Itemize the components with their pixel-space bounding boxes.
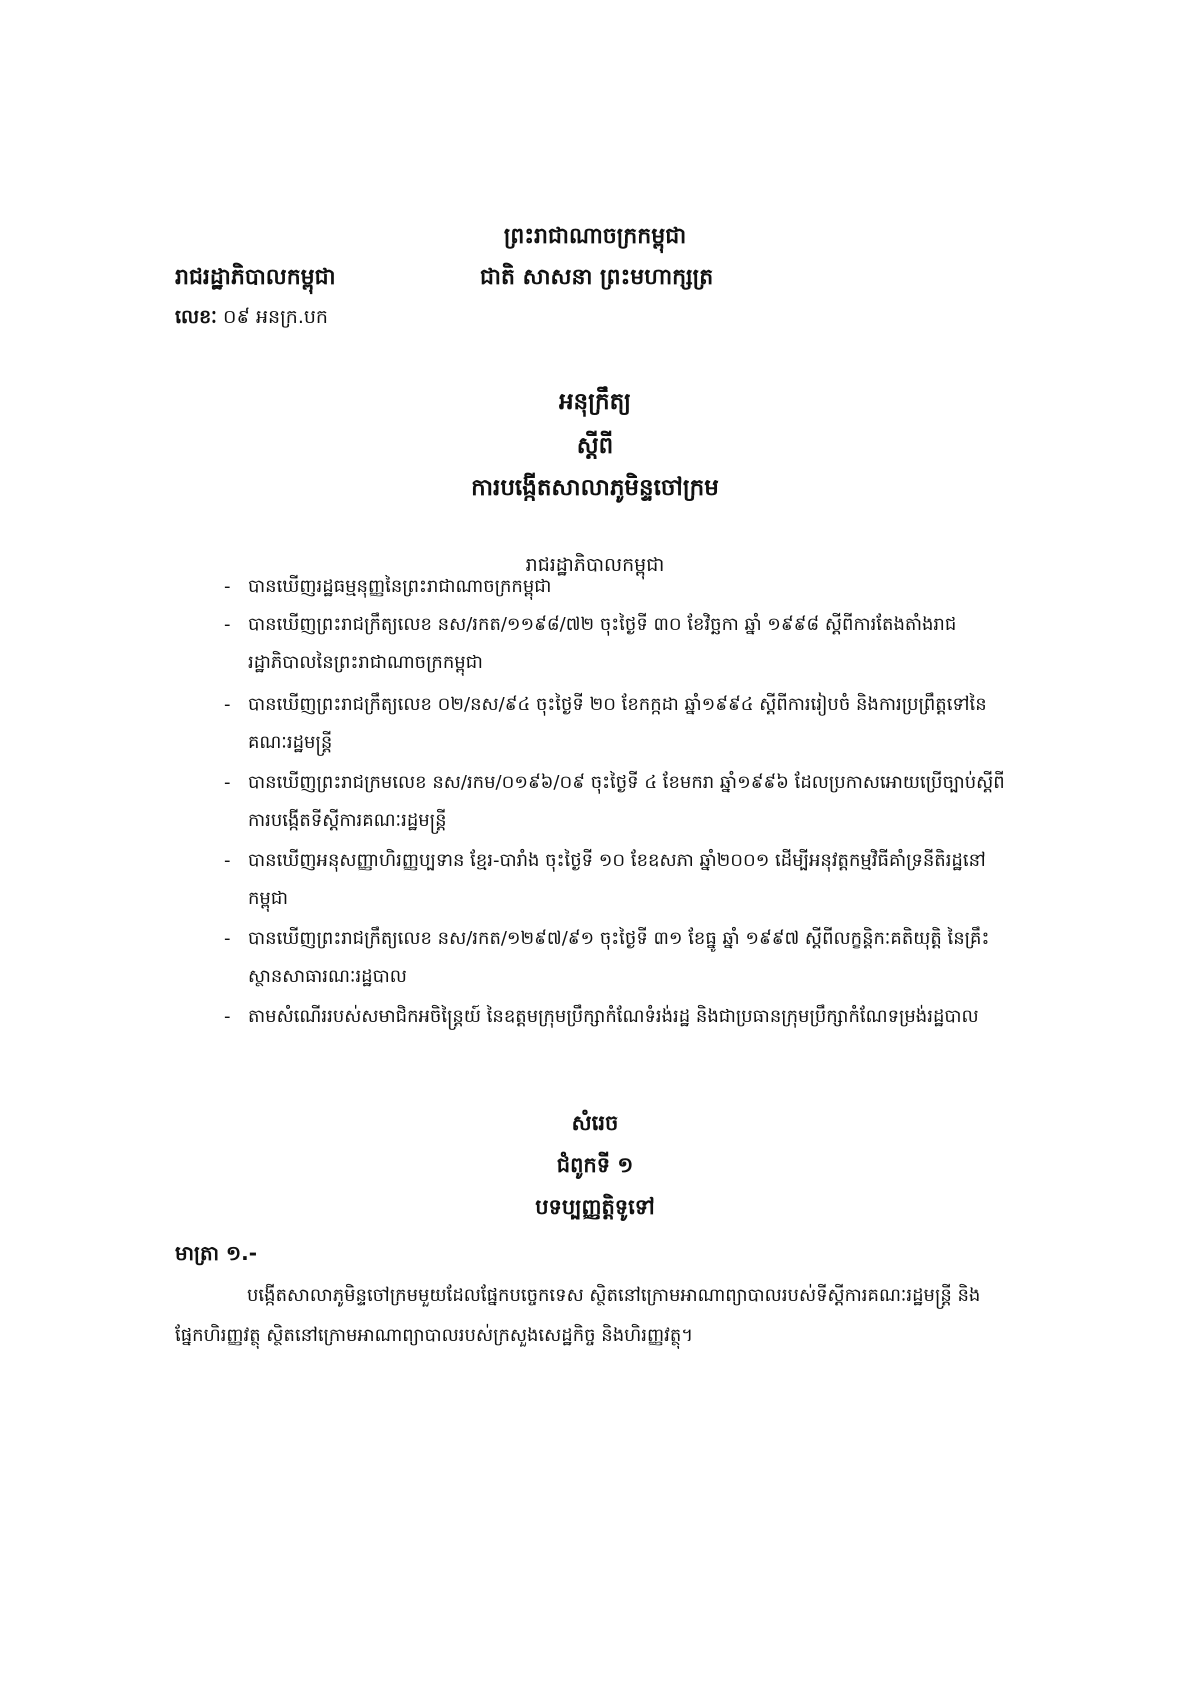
document-title: ការបង្កើតសាលាភូមិន្ទចៅក្រម (471, 475, 719, 501)
bullet-dash: - (224, 850, 231, 871)
preamble-text: តាមសំណើររបស់សមាជិកអចិន្ត្រៃយ៍ នៃឧត្តមក្រុមប្រឹក្សាកំណែទំរង់រដ្ឋ និងជាប្រធានក្រុមប្រឹក្សាកំណែទម្រង់រដ្ឋបាល (248, 1006, 979, 1027)
chapter-title: បទប្បញ្ញត្តិទូទៅ (535, 1195, 655, 1219)
bullet-dash: - (224, 614, 231, 635)
preamble-item (224, 764, 1008, 840)
preamble-item (224, 568, 1008, 606)
title-about: ស្តីពី (576, 433, 614, 459)
bullet-dash: - (224, 772, 231, 793)
bullet-dash: - (224, 694, 231, 715)
preamble-text: បានឃើញរដ្ឋធម្មនុញ្ញនៃព្រះរាជាណាចក្រកម្ពុជា (248, 576, 552, 597)
national-motto: ជាតិ សាសនា ព្រះមហាក្សត្រ (480, 265, 714, 290)
preamble-item (224, 606, 1008, 682)
chapter-number: ជំពូកទី ១ (556, 1153, 634, 1177)
article-text: បង្កើតសាលាភូមិន្ទចៅក្រមមួយដែលផ្នែកបច្ចេកទេស ស្ថិតនៅក្រោមអាណាព្យាបាលរបស់ទីស្តីការគណៈរដ្ឋមន្ត្រី និងផ្នែកហិរញ្ញវត្ថុ ស្ថិតនៅក្រោមអាណាព្យាបាលរបស់ក្រសួងសេដ្ឋកិច្ច និងហិរញ្ញវត្ថុ។ (175, 1285, 981, 1346)
preamble-item (224, 842, 1008, 918)
bullet-dash: - (224, 1006, 231, 1027)
bullet-dash: - (224, 928, 231, 949)
kingdom-heading: ព្រះរាជាណាចក្រកម្ពុជា (503, 224, 687, 249)
preamble-text: បានឃើញព្រះរាជក្រមលេខ នស/រកម/០១៩៦/០៩ ចុះថ្ងៃទី ៤ ខែមករា ឆ្នាំ១៩៩៦ ដែលប្រកាសអោយប្រើច្បាប់ស្តីពីការបង្កើតទីស្តីការគណៈរដ្ឋមន្ត្រី (248, 772, 1005, 831)
preamble-text: បានឃើញព្រះរាជក្រឹត្យលេខ នស/រកត/១១៩៨/៧២ ចុះថ្ងៃទី ៣០ ខែវិច្ឆកា ឆ្នាំ ១៩៩៨ ស្តីពីការតែងតាំងរាជរដ្ឋាភិបាលនៃព្រះរាជាណាចក្រកម្ពុជា (248, 614, 957, 673)
document-number (175, 305, 328, 333)
document-number-value: ០៩ អនក្រ.បក (223, 306, 328, 328)
document-type: អនុក្រឹត្យ (558, 389, 632, 415)
bullet-dash: - (224, 576, 231, 597)
preamble-item (224, 686, 1008, 762)
preamble-text: បានឃើញព្រះរាជក្រឹត្យលេខ ០២/នស/៩៤ ចុះថ្ងៃទី ២០ ខែកក្កដា ឆ្នាំ១៩៩៤ ស្តីពីការរៀបចំ និងការប្រព្រឹត្តទៅនៃគណៈរដ្ឋមន្ត្រី (248, 694, 987, 753)
decision-heading: សំរេច (571, 1111, 619, 1135)
preamble-item (224, 920, 1008, 996)
preamble-text: បានឃើញព្រះរាជក្រឹត្យលេខ នស/រកត/១២៩៧/៩១ ចុះថ្ងៃទី ៣១ ខែធ្នូ ឆ្នាំ ១៩៩៧ ស្តីពីលក្ខន្តិកៈគតិយុត្តិ នៃគ្រឹះស្ថានសាធារណៈរដ្ឋបាល (248, 928, 990, 987)
preamble-item (224, 998, 1008, 1036)
government-name: រាជរដ្ឋាភិបាលកម្ពុជា (175, 265, 336, 290)
preamble-text: បានឃើញអនុសញ្ញាហិរញ្ញប្បទាន ខ្មែរ-បារាំង ចុះថ្ងៃទី ១០ ខែឧសភា ឆ្នាំ២០០១ ដើម្បីអនុវត្តកម្មវិធីគាំទ្រនីតិរដ្ឋនៅកម្ពុជា (248, 850, 986, 909)
issuer: រាជរដ្ឋាភិបាលកម្ពុជា (525, 554, 665, 576)
document-number-label: លេខៈ (175, 306, 217, 328)
article-label: មាត្រា ១.- (175, 1241, 258, 1265)
